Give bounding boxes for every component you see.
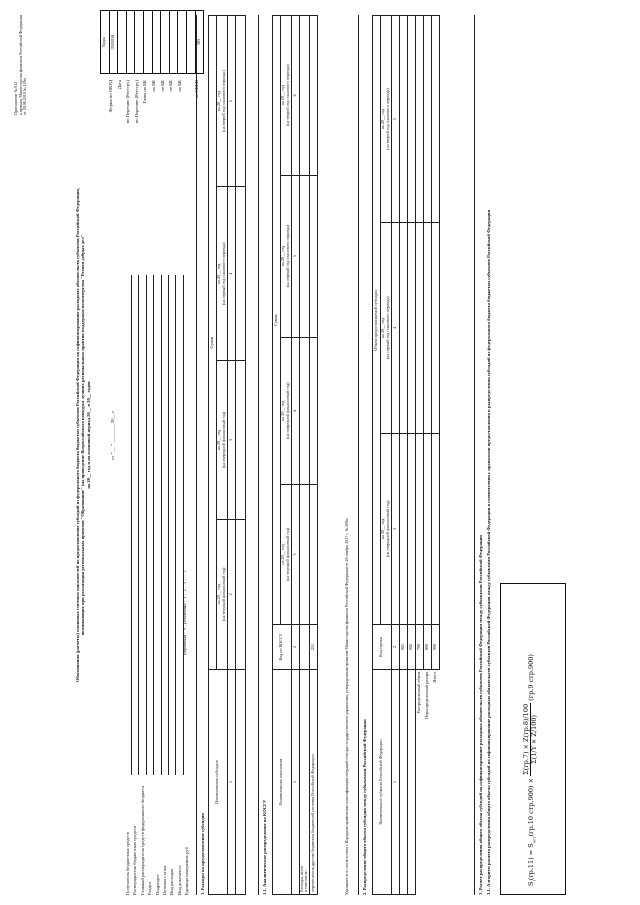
section2-title: 2. Распределение общего объема субсидии между субъектами Российской Федерации <box>362 719 367 895</box>
codes-labels <box>108 80 203 150</box>
divider <box>258 15 259 895</box>
code-value <box>126 11 135 74</box>
code-label: Дата <box>116 80 122 90</box>
appendix-line1: Приложение № 912 <box>13 81 18 115</box>
s2-row-code: 002 <box>407 625 415 670</box>
s1-year-1: на 20__ год (на текущий финансовый год) <box>217 519 228 669</box>
s1-num: 5 <box>227 16 235 187</box>
header-field <box>184 675 191 895</box>
code-value <box>143 11 152 74</box>
s2-num: 2 <box>391 625 399 670</box>
s1-year-2: на 20__ год (на очередной финансовый год) <box>217 361 228 519</box>
header-field-label: Единица измерения: руб <box>184 847 190 895</box>
s11-year-1: на 20__ год (на текущий финансовый год) <box>281 484 292 624</box>
header-field <box>140 675 147 895</box>
code-label: Форма по ОКУД <box>108 80 113 113</box>
divider <box>474 15 475 895</box>
footnote: Указывается в соответствии с Порядком применения классификации операций сектора государственного управления, утвержденным приказом Министерства финансов Российской Федерации от 29 ноября 2017 г. № 209н. <box>344 517 349 895</box>
s2-cell <box>415 16 423 223</box>
codes-table <box>100 10 204 74</box>
formula: $S_i(гр.11) = S_{ост}(гр.10$ стр.900) × Σ(гр.7) × Z(гр.8)/100 Σ(1/Y × Z/100) (гр.9 стр.900) <box>522 654 539 886</box>
s11-cell <box>299 484 310 624</box>
s11-col-name: Наименование показателя <box>273 670 292 895</box>
s2-row-code: 800 <box>423 625 431 670</box>
code-value <box>161 11 170 74</box>
s11-year-4: на 20__ год (на второй год планового периода) <box>281 16 292 176</box>
header-field-label: Раздел <box>147 882 153 895</box>
s11-cell <box>299 175 310 337</box>
s11-year-3: на 20__ год (на первый год планового периода) <box>281 175 292 337</box>
header-field-label: Целевая статья <box>161 865 167 895</box>
header-field-label: Вид расходов <box>169 868 175 895</box>
s11-row-code: 251 <box>310 625 318 670</box>
header-field-label: Подраздел <box>154 874 160 895</box>
s2-cell <box>407 16 415 223</box>
code-value <box>118 11 127 74</box>
s2-cell <box>431 433 439 624</box>
title-line2: возникающих при реализации региональных проектов "Образование" (на проведение Всероссийского конкурса лучших региональных практик поддержки волонтерства "Регион добрых дел" <box>80 234 86 636</box>
section3-title: 3. Расчет распределения общего объема субсидий на софинансирование расходных обязательств субъектов Российской Федерации между субъектами Российской Федерации <box>478 535 483 895</box>
s11-row-name: Расходы, всего в том числе: <box>299 670 310 895</box>
s2-cell <box>399 16 407 223</box>
code-label: по БК <box>168 80 174 92</box>
s2-cell <box>423 223 431 433</box>
s1-cell <box>235 519 245 669</box>
s11-num: 1 <box>291 670 299 895</box>
s2-cell <box>415 433 423 624</box>
code-value <box>186 11 195 74</box>
code-label: по Перечню (Реестру) <box>133 80 139 124</box>
s2-row-name: Итого <box>431 672 437 683</box>
s1-num: 3 <box>227 361 235 519</box>
s2-col-code: Код строки <box>373 625 392 670</box>
codes-header: Коды <box>101 11 110 74</box>
s1-year-4: на 20__ год (на второй год планового периода) <box>217 16 228 187</box>
code-label <box>185 80 194 150</box>
s11-year-2: на 20__ год (на очередной финансовый год) <box>281 337 292 484</box>
s2-cell <box>399 223 407 433</box>
code-value: 383 <box>195 11 204 74</box>
code-value <box>178 11 187 74</box>
code-label: по БК <box>159 80 165 92</box>
s11-num: 4 <box>291 337 299 484</box>
s2-year-3: на 20__ год (на второй год планового периода) <box>381 16 392 223</box>
s11-row-name: перечисления другим бюджетам бюджетной системы Российской Федерации <box>310 670 318 895</box>
s2-cell <box>431 16 439 223</box>
s11-num: 5 <box>291 175 299 337</box>
section11-title: 1.1. Аналитическое распределение по КОСГУ <box>262 799 267 895</box>
s1-num: 4 <box>227 187 235 361</box>
s2-row-code: 001 <box>399 625 407 670</box>
code-value <box>135 11 144 74</box>
appendix-line2: к приказу Министерства финансов Российской Федерации <box>17 15 23 115</box>
header-field <box>132 675 139 895</box>
s2-row-name <box>407 670 415 895</box>
s2-row-name: Нераспределенный резерв <box>423 672 429 719</box>
s2-row-name <box>399 670 407 895</box>
section1-title: 1. Расходы на предоставление субсидии <box>200 813 205 895</box>
s1-col-group: Сумма <box>209 16 217 670</box>
header-field-label: Распорядитель бюджетных средств <box>132 825 138 895</box>
code-value: 0505918 <box>109 11 118 74</box>
header-field-label: Вид документа <box>176 865 182 895</box>
code-value <box>169 11 178 74</box>
s11-num: 2 <box>291 625 299 670</box>
header-field <box>147 675 154 895</box>
s2-cell <box>415 223 423 433</box>
header-field <box>177 675 184 895</box>
form-title <box>75 65 91 805</box>
code-label: по Перечню (Реестру) <box>125 80 131 124</box>
header-field-label: Получатель бюджетных средств <box>125 832 130 895</box>
code-label: по ОКЕИ <box>193 80 199 99</box>
appendix-block <box>14 5 28 115</box>
date-line: от " __ " ________ 20__ г. <box>110 410 115 460</box>
s2-num: 3 <box>391 433 399 624</box>
s11-cell <box>310 175 318 337</box>
header-field <box>155 675 162 895</box>
code-label: Глава по БК <box>142 80 148 104</box>
section2-table <box>372 15 440 895</box>
s2-year-2: на 20__ год (на первый год планового периода) <box>381 223 392 433</box>
s2-cell <box>431 223 439 433</box>
s2-col-name: Наименование субъекта Российской Федерации <box>373 670 392 895</box>
s1-col-name: Наименование субсидии <box>209 670 228 895</box>
s1-num: 1 <box>227 670 235 895</box>
s1-cell <box>235 187 245 361</box>
header-field <box>169 675 176 895</box>
s11-cell <box>299 337 310 484</box>
s1-cell <box>235 16 245 187</box>
s11-row-code <box>299 625 310 670</box>
s11-num: 3 <box>291 484 299 624</box>
s2-cell <box>399 433 407 624</box>
s2-row-code: 900 <box>431 625 439 670</box>
code-label: по БК <box>176 80 182 92</box>
s11-col-code: Код по КОСГУ <box>273 625 292 670</box>
header-fields <box>125 675 192 895</box>
s2-row-code: 700 <box>415 625 423 670</box>
header-field <box>162 675 169 895</box>
s11-cell <box>310 337 318 484</box>
code-value <box>152 11 161 74</box>
section1-table <box>208 15 246 895</box>
title-line3: на 20__ год и на плановый период 20__ и 20__ годов <box>85 381 91 489</box>
formula-box <box>500 583 566 895</box>
s2-num: 1 <box>391 670 399 895</box>
s2-cell <box>407 433 415 624</box>
s1-num: 2 <box>227 519 235 669</box>
appendix-line3: от 28.06.2018 № 139н <box>22 78 28 115</box>
section11-table <box>272 15 318 895</box>
s11-num: 6 <box>291 16 299 176</box>
doc-kind-hint: (первичный - "0", уточненный - "1", "2", "3", "...") <box>182 570 187 655</box>
s2-num: 4 <box>391 223 399 433</box>
s2-cell <box>423 16 431 223</box>
code-label: по БК <box>150 80 156 92</box>
s2-cell <box>407 223 415 433</box>
header-field <box>125 675 132 895</box>
s2-num: 5 <box>391 16 399 223</box>
divider <box>358 15 359 895</box>
s2-col-group: Объем предоставляемой субсидии <box>373 16 381 625</box>
s2-row-name: Распределенный объем <box>415 670 423 895</box>
s2-year-1: на 20__ год (на очередной финансовый год) <box>381 433 392 624</box>
s1-cell <box>235 670 245 895</box>
s1-cell <box>235 361 245 519</box>
s11-cell <box>310 16 318 176</box>
header-field-label: Главный распорядитель средств федерального бюджета <box>139 785 145 895</box>
s2-cell <box>423 433 431 624</box>
s1-year-3: на 20__ год (на первый год планового периода) <box>217 187 228 361</box>
s11-col-group: Сумма <box>273 16 281 625</box>
divider <box>196 15 197 895</box>
section3-sub: 3.1. Алгоритм расчета распределения общего объема субсидий на софинансирование расходных обязательств субъектов Российской Федерации между субъектами Российской Федерации в соответствии с правилами предоставления и распределения субсидий из федерального бюджета бюджетам субъектов Российской Федерации <box>486 209 491 895</box>
s11-cell <box>299 16 310 176</box>
s11-cell <box>310 484 318 624</box>
formula-fraction: Σ(гр.7) × Z(гр.8)/100 Σ(1/Y × Z/100) <box>522 703 539 775</box>
title-line1: Обоснования (расчеты) плановых сметных показателей на предоставление субсидий из федерального бюджета бюджетам субъектов Российской Федерации на софинансирование расходных обязательств субъектов Российской Федерации, <box>75 187 80 683</box>
